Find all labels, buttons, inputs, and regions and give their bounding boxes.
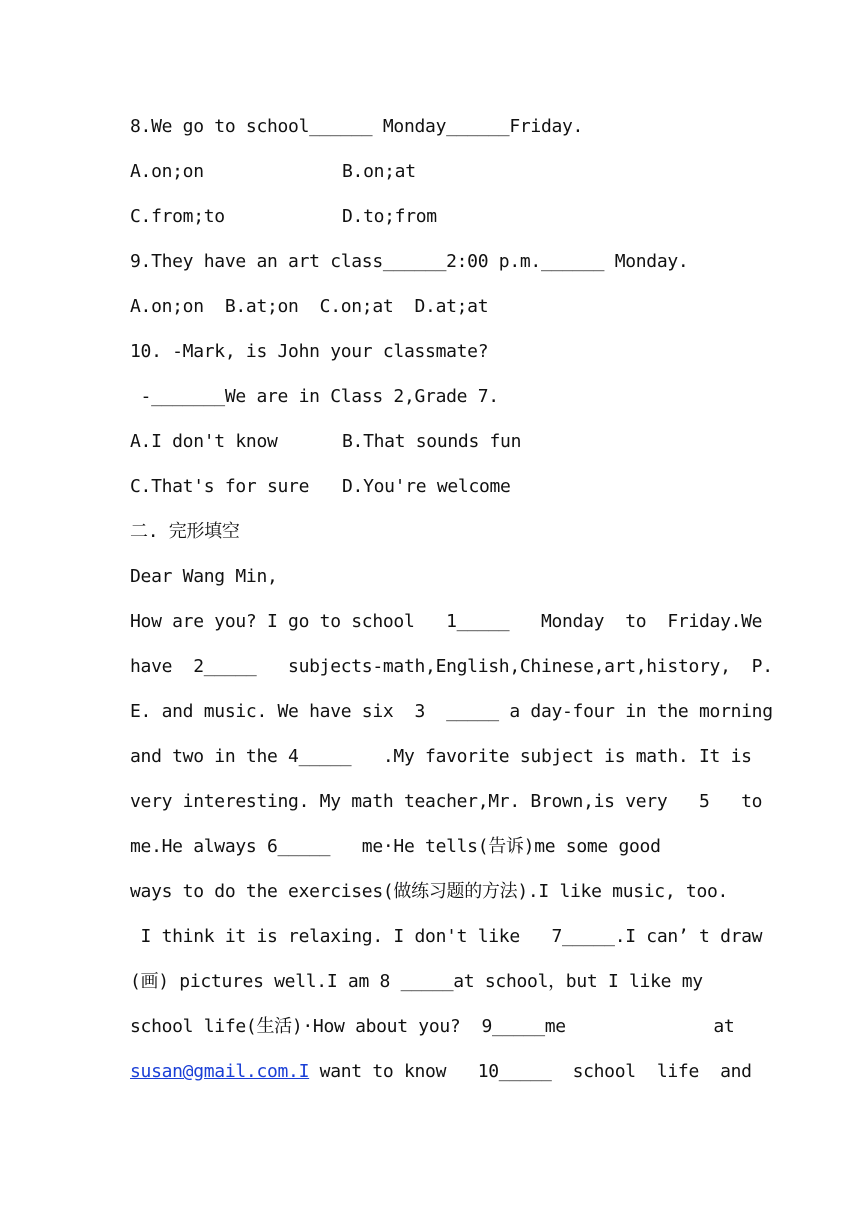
question-8-option-a: A.on;on bbox=[130, 161, 204, 182]
question-10-options-row-1 bbox=[130, 430, 740, 454]
question-8-option-c: C.from;to bbox=[130, 206, 225, 227]
letter-line: ways to do the exercises(做练习题的方法).I like music, too. bbox=[130, 881, 729, 902]
question-9-stem: 9.They have an art class______2:00 p.m.______ Monday. bbox=[130, 251, 689, 272]
question-10-option-b: B.That sounds fun bbox=[342, 431, 522, 452]
letter-line: How are you? I go to school 1_____ Monday to Friday.We bbox=[130, 611, 763, 632]
question-10-stem: 10. -Mark, is John your classmate? bbox=[130, 341, 489, 362]
letter-last-line bbox=[130, 1060, 752, 1084]
letter-line: school life(生活)·How about you? 9_____me at bbox=[130, 1016, 735, 1037]
letter-line: have 2_____ subjects-math,English,Chinese,art,history, P. bbox=[130, 656, 773, 677]
letter-line: and two in the 4_____ .My favorite subject is math. It is bbox=[130, 746, 752, 767]
email-link[interactable]: susan@gmail.com.I bbox=[130, 1061, 310, 1082]
letter-line: E. and music. We have six 3 _____ a day-four in the morning bbox=[130, 701, 773, 722]
letter-line: very interesting. My math teacher,Mr. Brown,is very 5 to bbox=[130, 791, 763, 812]
question-8-option-b: B.on;at bbox=[342, 161, 416, 182]
question-10-reply: -_______We are in Class 2,Grade 7. bbox=[130, 386, 499, 407]
letter-line: me.He always 6_____ me·He tells(告诉)me some good bbox=[130, 836, 661, 857]
letter-line: (画) pictures well.I am 8 _____at school，but I like my bbox=[130, 971, 703, 992]
question-8-stem: 8.We go to school______ Monday______Friday. bbox=[130, 116, 584, 137]
section-heading: 二. 完形填空 bbox=[130, 521, 240, 542]
question-10-option-a: A.I don't know bbox=[130, 431, 278, 452]
question-9-options: A.on;on B.at;on C.on;at D.at;at bbox=[130, 296, 489, 317]
letter-line: I think it is relaxing. I don't like 7_____.I can’ t draw bbox=[130, 926, 763, 947]
question-8-options-row-1 bbox=[130, 160, 740, 184]
question-8-option-d: D.to;from bbox=[342, 206, 437, 227]
letter-greeting: Dear Wang Min, bbox=[130, 566, 278, 587]
question-10-option-c: C.That's for sure bbox=[130, 476, 310, 497]
letter-last-line-text: want to know 10_____ school life and bbox=[309, 1061, 752, 1082]
question-8-options-row-2 bbox=[130, 205, 740, 229]
question-10-option-d: D.You're welcome bbox=[342, 476, 511, 497]
question-10-options-row-2 bbox=[130, 475, 740, 499]
